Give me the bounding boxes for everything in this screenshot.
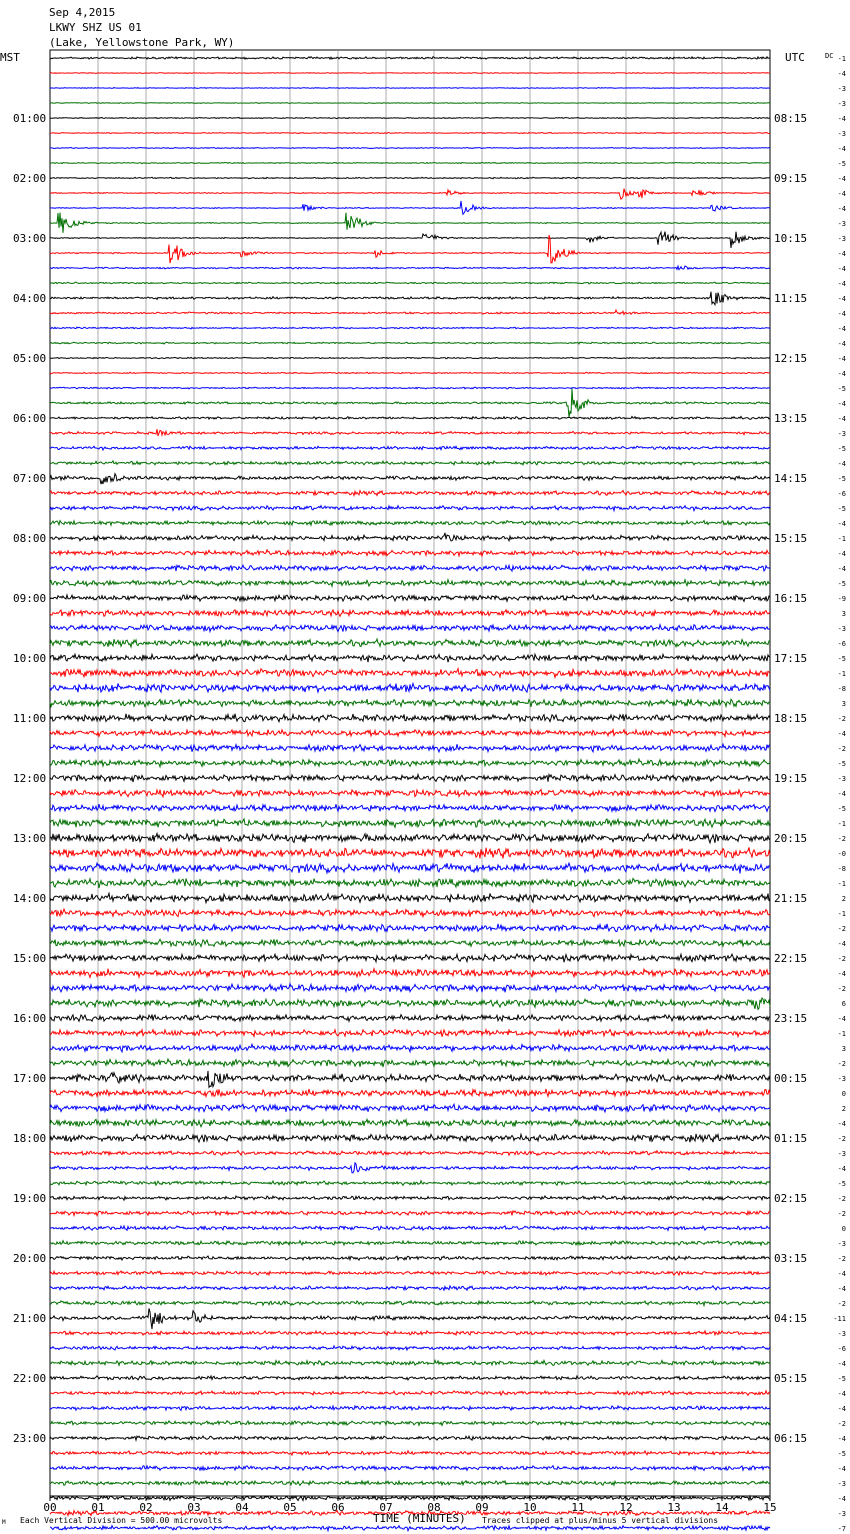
x-tick-label: 02 (139, 1501, 153, 1514)
dc-offset-label: -2 (837, 985, 846, 993)
seismic-trace (50, 103, 770, 104)
dc-offset-label: -5 (837, 1450, 846, 1458)
left-hour-label: 23:00 (13, 1432, 47, 1445)
left-hour-label: 17:00 (13, 1072, 47, 1085)
seismic-trace (50, 1029, 770, 1037)
left-hour-label: 21:00 (13, 1312, 47, 1325)
seismic-trace (50, 282, 770, 284)
seismic-trace (50, 1211, 770, 1216)
dc-offset-label: -4 (837, 565, 846, 573)
dc-offset-label: -4 (837, 70, 846, 78)
dc-offset-label: -6 (837, 490, 846, 498)
dc-offset-label: -4 (837, 115, 846, 123)
seismic-trace (50, 147, 770, 148)
seismic-trace (50, 1119, 770, 1126)
dc-offset-label: -3 (837, 1075, 846, 1083)
seismic-trace (50, 625, 770, 632)
seismic-trace (50, 177, 770, 179)
seismic-trace (50, 1241, 770, 1246)
seismic-trace (50, 1015, 770, 1022)
dc-offset-label: -4 (837, 1465, 846, 1473)
seismic-trace (50, 1059, 770, 1067)
seismic-trace (50, 389, 770, 418)
dc-offset-label: -4 (837, 175, 846, 183)
seismic-trace (50, 1271, 770, 1275)
left-hour-label: 22:00 (13, 1372, 47, 1385)
clip-note: Traces clipped at plus/minus 5 vertical divisions (482, 1516, 719, 1525)
seismic-trace (50, 924, 770, 932)
dc-offset-label: -8 (837, 865, 846, 873)
seismic-trace (50, 73, 770, 74)
left-hour-label: 05:00 (13, 352, 47, 365)
left-hour-label: 02:00 (13, 172, 47, 185)
x-tick-label: 10 (523, 1501, 537, 1514)
dc-offset-label: -4 (837, 400, 846, 408)
left-hour-label: 04:00 (13, 292, 47, 305)
seismic-trace (50, 714, 770, 722)
right-hour-label: 08:15 (774, 112, 808, 125)
seismic-trace (50, 1376, 770, 1380)
dc-offset-label: -7 (837, 1525, 846, 1533)
dc-offset-label: -4 (837, 205, 846, 213)
seismic-trace (50, 88, 770, 89)
dc-offset-label: -8 (837, 685, 846, 693)
right-hour-label: 09:15 (774, 172, 808, 185)
seismic-trace (50, 1391, 770, 1396)
dc-offset-label: -4 (837, 370, 846, 378)
dc-offset-label: -9 (837, 595, 846, 603)
seismic-trace (50, 998, 770, 1009)
dc-offset-label: -4 (837, 1165, 846, 1173)
x-tick-label: 12 (619, 1501, 633, 1514)
seismic-trace (50, 1151, 770, 1156)
right-hour-label: 11:15 (774, 292, 808, 305)
x-tick-label: 08 (427, 1501, 441, 1514)
right-hour-label: 18:15 (774, 712, 808, 725)
dc-offset-label: -4 (837, 1405, 846, 1413)
right-hour-label: 02:15 (774, 1192, 808, 1205)
dc-offset-label: 3 (841, 610, 846, 618)
dc-offset-label: 3 (841, 700, 846, 708)
seismic-trace (50, 1308, 770, 1329)
seismic-trace (50, 387, 770, 389)
dc-offset-label: -1 (837, 55, 846, 63)
seismic-trace (50, 969, 770, 978)
dc-offset-label: -3 (837, 1240, 846, 1248)
right-hour-label: 13:15 (774, 412, 808, 425)
corner-mark: M (2, 1519, 6, 1526)
seismic-trace (50, 533, 770, 541)
seismic-trace (50, 1451, 770, 1455)
seismic-trace (50, 847, 770, 858)
left-hour-labels (13, 112, 46, 1445)
seismic-trace (50, 639, 770, 647)
right-hour-label: 17:15 (774, 652, 808, 665)
seismic-trace (50, 1196, 770, 1201)
dc-offset-label: -0 (837, 850, 846, 858)
dc-offset-label: -4 (837, 1285, 846, 1293)
dc-offset-label: -5 (837, 385, 846, 393)
seismic-trace (50, 1466, 770, 1471)
left-hour-label: 19:00 (13, 1192, 47, 1205)
dc-offset-label: -3 (837, 235, 846, 243)
right-hour-label: 16:15 (774, 592, 808, 605)
dc-offset-label: -4 (837, 295, 846, 303)
seismic-trace (50, 1436, 770, 1440)
plot-frame (50, 50, 770, 1496)
seismic-trace (50, 357, 770, 359)
seismic-trace (50, 1226, 770, 1230)
dc-offset-label: -3 (837, 625, 846, 633)
dc-offset-label: -1 (837, 820, 846, 828)
left-hour-label: 03:00 (13, 232, 47, 245)
dc-offset-label: -4 (837, 310, 846, 318)
seismic-trace (50, 1134, 770, 1142)
seismic-trace (50, 1163, 770, 1173)
seismic-trace (50, 550, 770, 556)
seismic-trace (50, 893, 770, 902)
left-hour-label: 08:00 (13, 532, 47, 545)
dc-offset-label: -4 (837, 940, 846, 948)
x-tick-label: 13 (667, 1501, 681, 1514)
seismic-trace (50, 834, 770, 843)
dc-offset-label: -4 (837, 520, 846, 528)
left-hour-label: 07:00 (13, 472, 47, 485)
seismic-trace (50, 1181, 770, 1186)
seismic-trace (50, 1104, 770, 1112)
dc-offset-label: -3 (837, 1330, 846, 1338)
seismic-trace (50, 654, 770, 662)
seismic-trace (50, 699, 770, 707)
dc-offset-label: -4 (837, 340, 846, 348)
x-tick-label: 14 (715, 1501, 729, 1514)
seismic-trace (50, 1286, 770, 1290)
x-tick-label: 11 (571, 1501, 585, 1514)
dc-offset-label: -4 (837, 1435, 846, 1443)
grid (50, 50, 770, 1496)
seismic-trace (50, 669, 770, 678)
dc-offset-label: -5 (837, 1180, 846, 1188)
seismic-trace (50, 565, 770, 571)
dc-offset-label: -4 (837, 250, 846, 258)
dc-offset-label: -1 (837, 535, 846, 543)
seismic-trace (50, 372, 770, 374)
left-hour-label: 12:00 (13, 772, 47, 785)
right-hour-label: 12:15 (774, 352, 808, 365)
dc-offset-label: -4 (837, 145, 846, 153)
seismic-trace (50, 474, 770, 485)
left-hour-label: 01:00 (13, 112, 47, 125)
left-hour-label: 18:00 (13, 1132, 47, 1145)
left-hour-label: 10:00 (13, 652, 47, 665)
dc-offset-label: -4 (837, 1270, 846, 1278)
seismic-trace (50, 189, 770, 199)
seismic-trace (50, 1481, 770, 1486)
dc-offset-label: 0 (841, 1225, 846, 1233)
traces (50, 57, 770, 1534)
x-tick-label: 03 (187, 1501, 201, 1514)
seismic-trace (50, 954, 770, 962)
dc-offset-label: -5 (837, 805, 846, 813)
dc-offset-labels (833, 55, 846, 1534)
seismic-trace (50, 1301, 770, 1306)
seismic-trace (50, 790, 770, 797)
seismic-trace (50, 506, 770, 511)
seismic-trace (50, 490, 770, 495)
dc-offset-label: -2 (837, 715, 846, 723)
seismic-trace (50, 57, 770, 60)
right-hour-label: 06:15 (774, 1432, 808, 1445)
dc-offset-label: -1 (837, 880, 846, 888)
right-hour-label: 03:15 (774, 1252, 808, 1265)
left-hour-label: 16:00 (13, 1012, 47, 1025)
dc-offset-label: -4 (837, 325, 846, 333)
dc-offset-label: -4 (837, 280, 846, 288)
dc-offset-label: -4 (837, 265, 846, 273)
seismic-trace (50, 1406, 770, 1411)
dc-offset-label: -2 (837, 955, 846, 963)
dc-offset-label: 3 (841, 1045, 846, 1053)
seismic-trace (50, 984, 770, 993)
left-hour-label: 20:00 (13, 1252, 47, 1265)
right-hour-label: 00:15 (774, 1072, 808, 1085)
dc-offset-label: -2 (837, 925, 846, 933)
seismic-trace (50, 266, 770, 270)
seismic-trace (50, 342, 770, 344)
seismic-trace (50, 429, 770, 436)
seismic-trace (50, 879, 770, 889)
x-tick-label: 15 (763, 1501, 777, 1514)
dc-offset-label: -2 (837, 745, 846, 753)
dc-offset-label: -5 (837, 445, 846, 453)
x-axis-title: TIME (MINUTES) (373, 1512, 466, 1525)
seismic-trace (50, 132, 770, 133)
seismic-trace (50, 759, 770, 767)
seismic-trace (50, 804, 770, 811)
right-hour-label: 05:15 (774, 1372, 808, 1385)
dc-offset-label: -4 (837, 415, 846, 423)
dc-offset-label: -4 (837, 355, 846, 363)
dc-offset-label: -4 (837, 550, 846, 558)
dc-offset-label: -5 (837, 475, 846, 483)
dc-offset-label: -5 (837, 160, 846, 168)
dc-offset-label: -11 (833, 1315, 846, 1323)
scale-note: Each Vertical Division = 500.00 microvolts (20, 1516, 223, 1525)
dc-offset-label: -3 (837, 1480, 846, 1488)
right-hour-label: 23:15 (774, 1012, 808, 1025)
seismic-trace (50, 310, 770, 315)
dc-offset-label: 0 (841, 1090, 846, 1098)
dc-offset-label: -3 (837, 1510, 846, 1518)
seismic-trace (50, 232, 770, 248)
dc-offset-label: -6 (837, 640, 846, 648)
seismic-trace (50, 730, 770, 737)
dc-offset-label: -3 (837, 100, 846, 108)
seismic-trace (50, 162, 770, 163)
dc-offset-label: -2 (837, 1255, 846, 1263)
seismic-trace (50, 580, 770, 587)
date-label: Sep 4,2015 (49, 6, 116, 19)
left-hour-label: 13:00 (13, 832, 47, 845)
dc-offset-label: 2 (841, 895, 846, 903)
left-hour-label: 14:00 (13, 892, 47, 905)
seismic-trace (50, 327, 770, 329)
seismic-trace (50, 417, 770, 420)
dc-offset-label: -2 (837, 1195, 846, 1203)
seismic-trace (50, 521, 770, 526)
seismic-trace (50, 292, 770, 305)
right-hour-label: 04:15 (774, 1312, 808, 1325)
left-hour-label: 11:00 (13, 712, 47, 725)
dc-offset-label: -5 (837, 760, 846, 768)
seismic-trace (50, 1331, 770, 1335)
left-hour-label: 15:00 (13, 952, 47, 965)
dc-offset-label: -4 (837, 190, 846, 198)
dc-offset-label: -4 (837, 790, 846, 798)
seismic-trace (50, 595, 770, 601)
right-hour-label: 19:15 (774, 772, 808, 785)
dc-offset-label: -2 (837, 1420, 846, 1428)
seismic-trace (50, 610, 770, 617)
right-hour-label: 21:15 (774, 892, 808, 905)
dc-offset-label: -6 (837, 1345, 846, 1353)
seismic-trace (50, 201, 770, 214)
seismic-trace (50, 1496, 770, 1501)
seismic-trace (50, 461, 770, 465)
seismic-trace (50, 1089, 770, 1097)
dc-offset-label: 6 (841, 1000, 846, 1008)
dc-offset-label: -3 (837, 1150, 846, 1158)
station-label: LKWY SHZ US 01 (49, 21, 142, 34)
seismic-trace (50, 1526, 770, 1531)
right-hour-label: 22:15 (774, 952, 808, 965)
dc-label: DC (825, 52, 834, 60)
seismic-trace (50, 1071, 770, 1087)
dc-offset-label: -4 (837, 1120, 846, 1128)
seismic-trace (50, 1346, 770, 1350)
dc-offset-label: -2 (837, 1300, 846, 1308)
seismic-trace (50, 1044, 770, 1052)
x-tick-label: 06 (331, 1501, 345, 1514)
dc-offset-label: -5 (837, 655, 846, 663)
right-hour-label: 14:15 (774, 472, 808, 485)
x-tick-label: 09 (475, 1501, 489, 1514)
dc-offset-label: -4 (837, 460, 846, 468)
dc-offset-label: -4 (837, 1495, 846, 1503)
dc-offset-label: -4 (837, 970, 846, 978)
dc-offset-label: -5 (837, 1375, 846, 1383)
seismic-trace (50, 683, 770, 692)
dc-offset-label: -3 (837, 130, 846, 138)
dc-offset-label: -3 (837, 85, 846, 93)
dc-offset-label: -3 (837, 220, 846, 228)
left-hour-label: 09:00 (13, 592, 47, 605)
seismic-trace (50, 446, 770, 450)
seismic-trace (50, 1360, 770, 1365)
seismic-trace (50, 939, 770, 946)
right-timezone-label: UTC (785, 51, 805, 64)
seismic-trace (50, 213, 770, 233)
seismic-trace (50, 1256, 770, 1260)
x-tick-label: 07 (379, 1501, 393, 1514)
x-tick-label: 04 (235, 1501, 249, 1514)
dc-offset-label: -4 (837, 1390, 846, 1398)
seismic-trace (50, 117, 770, 118)
seismic-trace (50, 775, 770, 783)
x-tick-label: 01 (91, 1501, 105, 1514)
dc-offset-label: -2 (837, 1210, 846, 1218)
seismic-trace (50, 1421, 770, 1426)
dc-offset-label: -5 (837, 580, 846, 588)
left-hour-label: 06:00 (13, 412, 47, 425)
dc-offset-label: -2 (837, 1135, 846, 1143)
dc-offset-label: -4 (837, 1015, 846, 1023)
seismic-trace (50, 819, 770, 827)
dc-offset-label: -2 (837, 1060, 846, 1068)
right-hour-label: 20:15 (774, 832, 808, 845)
seismic-trace (50, 863, 770, 873)
right-hour-label: 01:15 (774, 1132, 808, 1145)
x-tick-label: 05 (283, 1501, 297, 1514)
right-hour-label: 10:15 (774, 232, 808, 245)
dc-offset-label: -1 (837, 670, 846, 678)
dc-offset-label: 2 (841, 1105, 846, 1113)
dc-offset-label: -3 (837, 775, 846, 783)
dc-offset-label: -2 (837, 835, 846, 843)
dc-offset-label: -4 (837, 730, 846, 738)
dc-offset-label: -1 (837, 910, 846, 918)
dc-offset-label: -1 (837, 1030, 846, 1038)
dc-offset-label: -4 (837, 1360, 846, 1368)
left-timezone-label: MST (0, 51, 20, 64)
location-label: (Lake, Yellowstone Park, WY) (49, 36, 235, 49)
dc-offset-label: -3 (837, 430, 846, 438)
dc-offset-label: -5 (837, 505, 846, 513)
right-hour-label: 15:15 (774, 532, 808, 545)
right-hour-labels (774, 112, 807, 1445)
x-tick-label: 00 (43, 1501, 57, 1514)
seismic-trace (50, 909, 770, 917)
seismic-trace (50, 744, 770, 752)
